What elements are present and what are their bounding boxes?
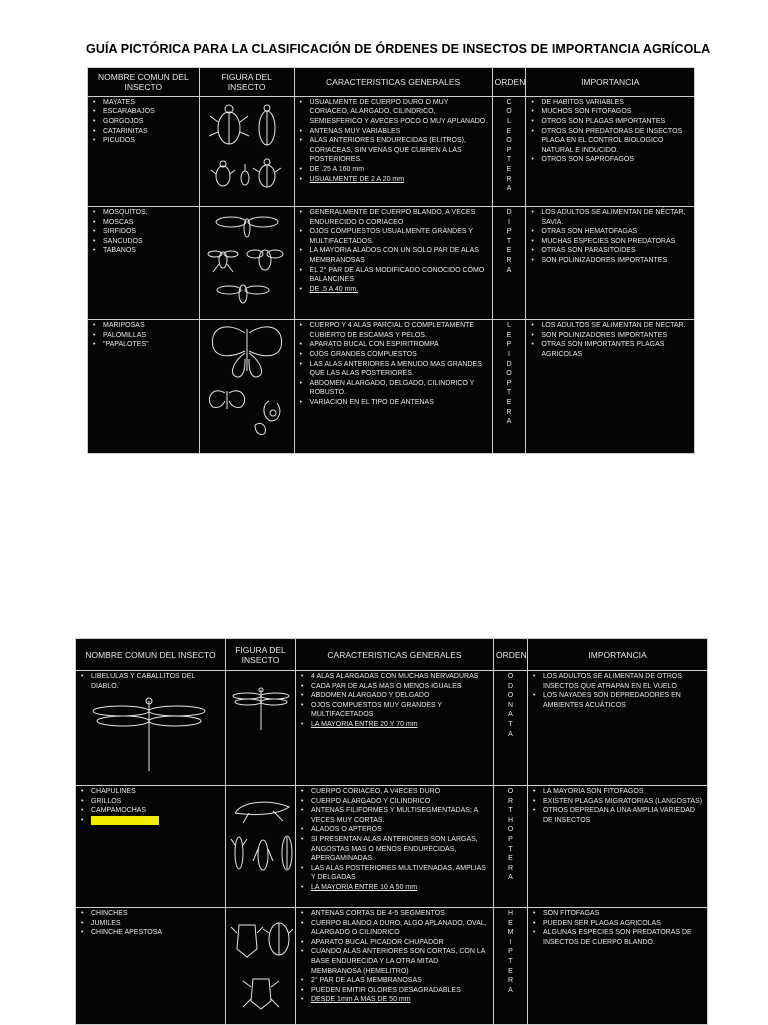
orden-cell: O R T H O P T E R A — [494, 786, 528, 908]
header-caracteristicas: CARACTERISTICAS GENERALES — [296, 639, 494, 671]
caracteristicas-cell: • USUALMENTE DE CUERPO DURO O MUY CORIACEO, ALARGADO, CILINDRICO, SEMIESFERICO Y AVECES POCO O MUY APLANADO. • ANTENAS MUY VARIABLES • ALAS ANTERIORES ENDURECIDAS (ELITROS), CORIACEAS, SIN VENAS QUE CUBREN A LAS POSTERIORES. • DE .25 A 160 mm • USUALMENTE DE 2 A 20 mm — [294, 96, 492, 206]
header-nombre: NOMBRE COMUN DEL INSECTO — [76, 639, 226, 671]
dragonfly-large-illustration — [79, 693, 219, 773]
header-importancia: IMPORTANCIA — [528, 639, 708, 671]
orden-cell: O D O N A T A — [494, 671, 528, 786]
nombre-cell: • LIBELULAS Y CABALLITOS DEL DIABLO. — [76, 671, 226, 786]
orden-cell: C O L E O P T E R A — [492, 96, 526, 206]
header-figura: FIGURA DEL INSECTO — [226, 639, 296, 671]
nombre-cell: • MOSQUITOS, • MOSCAS • SIRFIDOS • SANCUDOS • TABANOS — [88, 206, 200, 319]
importancia-cell: • LOS ADULTOS SE ALIMENTAN DE NÉCTAR, SAVIA. • OTRAS SON HEMATOFAGAS • MUCHAS ESPECIES SON PREDATORAS • OTRAS SON PARASITOIDES • SON POLINIZADORES IMPORTANTES — [526, 206, 695, 319]
table-row — [88, 96, 695, 206]
caracteristicas-cell: • CUERPO Y 4 ALAS PARCIAL O COMPLETAMENTE CUBIERTO DE ESCAMAS Y PELOS. • APARATO BUCAL CON ESPIRITROMPA • OJOS GRANDES COMPUESTOS • LAS ALAS ANTERIORES A MENUDO MAS GRANDES QUE LAS ALAS POSTERIORES. • ABDOMEN ALARGADO, DELGADO, CILINDRICO Y ROBUSTO. • VARIACION EN EL TIPO DE ANTENAS — [294, 320, 492, 454]
orden-cell: D I P T E R A — [492, 206, 526, 319]
flies-illustration — [199, 206, 294, 319]
bugs-illustration — [226, 908, 296, 1025]
nombre-cell: • MAYATES • ESCARABAJOS • GORGOJOS • CATARINITAS • PICUDOS — [88, 96, 200, 206]
importancia-cell: • SON FITOFAGAS • PUEDEN SER PLAGAS AGRICOLAS • ALGUNAS ESPECIES SON PREDATORAS DE INSECTOS DE CUERPO BLANDO. — [528, 908, 708, 1025]
importancia-cell: • LOS ADULTOS SE ALIMENTAN DE NECTAR. • SON POLINIZADORES IMPORTANTES • OTRAS SON IMPORTANTES PLAGAS AGRICOLAS — [526, 320, 695, 454]
caracteristicas-cell: • ANTENAS CORTAS DE 4-5 SEGMENTOS • CUERPO BLANDO A DURO, ALGO APLANADO, OVAL, ALARGADO O CILINDRICO • APARATO BUCAL PICADOR CHUPADOR • CUANDO ALAS ANTERIORES SON CORTAS, CON LA BASE ENDURECIDA Y LA OTRA MITAD MEMBRANOSA (HEMELITRO) • 2° PAR DE ALAS MEMBRANOSAS • PUEDEN EMITIR OLORES DESAGRADABLES • DESDE 1mm A MAS DE 50 mm — [296, 908, 494, 1025]
nombre-cell: • CHAPULINES • GRILLOS • CAMPAMOCHAS • — [76, 786, 226, 908]
header-importancia: IMPORTANCIA — [526, 68, 695, 97]
header-orden: ORDEN — [494, 639, 528, 671]
grasshoppers-illustration — [226, 786, 296, 908]
butterflies-illustration — [199, 320, 294, 454]
caracteristicas-cell: • 4 ALAS ALARGADAS CON MUCHAS NERVADURAS • CADA PAR DE ALAS MAS O MENOS IGUALES • ABDOMEN ALARGADO Y DELGADO • OJOS COMPUESTOS MUY GRANDES Y MULTIFACETADOS • LA MAYORIA ENTRE 20 Y 70 mm — [296, 671, 494, 786]
header-caracteristicas: CARACTERISTICAS GENERALES — [294, 68, 492, 97]
importancia-cell: • LOS ADULTOS SE ALIMENTAN DE OTROS INSECTOS QUE ATRAPAN EN EL VUELO • LOS NAYADES SON DEPREDADORES EN AMBIENTES ACUÁTICOS — [528, 671, 708, 786]
insect-table-1 — [87, 67, 695, 454]
orden-cell: L E P I D O P T E R A — [492, 320, 526, 454]
caracteristicas-cell: • CUERPO CORIACEO, A V4ECES DURO • CUERPO ALARGADO Y CILINDRICO • ANTENAS FILIFORMES Y MULTISEGMENTADAS; A VECES MUY CORTAS. • ALADOS O APTEROS • SI PRESENTAN ALAS ANTERIORES SON LARGAS, ANGOSTAS MAS O MENOS ENDURECIDAS, APERGAMINADAS. • LAS ALAS POSTERIORES MULTIVENADAS, AMPLIAS Y DELGADAS • LA MAYORIA ENTRE 10 A 50 mm — [296, 786, 494, 908]
table-row — [88, 206, 695, 319]
insect-table-2 — [75, 638, 707, 1024]
dragonfly-illustration — [226, 671, 296, 786]
beetles-illustration — [199, 96, 294, 206]
header-figura: FIGURA DEL INSECTO — [199, 68, 294, 97]
orden-cell: H E M I P T E R A — [494, 908, 528, 1025]
header-nombre: NOMBRE COMUN DEL INSECTO — [88, 68, 200, 97]
nombre-cell: • MARIPOSAS • PALOMILLAS • "PAPALOTES" — [88, 320, 200, 454]
table-row — [88, 320, 695, 454]
nombre-cell: • CHINCHES • JUMILES • CHINCHE APESTOSA — [76, 908, 226, 1025]
table-row — [76, 786, 708, 908]
importancia-cell: • DE HABITOS VARIABLES • MUCHOS SON FITOFAGOS • OTROS SON PLAGAS IMPORTANTES • OTROS SON PREDATORAS DE INSECTOS PLAGA EN EL CONTROL BIOLOGICO NATURAL E INDUCIDO. • OTROS SON SAPROFAGOS — [526, 96, 695, 206]
table-row — [76, 908, 708, 1025]
header-orden: ORDEN — [492, 68, 526, 97]
importancia-cell: • LA MAYORIA SON FITOFAGOS • EXISTEN PLAGAS MIGRATORIAS (LANGOSTAS) • OTROS DEPREDAN A UNA AMPLIA VARIEDAD DE INSECTOS — [528, 786, 708, 908]
yellow-highlight-mark — [91, 816, 159, 825]
page-title: GUÍA PICTÓRICA PARA LA CLASIFICACIÓN DE ÓRDENES DE INSECTOS DE IMPORTANCIA AGRÍCOLA — [86, 42, 711, 56]
table-row — [76, 671, 708, 786]
caracteristicas-cell: • GENERALMENTE DE CUERPO BLANDO, A VECES ENDURECIDO O CORIACEO • OJOS COMPUESTOS USUALMENTE GRANDES Y MULTIFACETADOS. • LA MAYORIA ALADOS CON UN SOLO PAR DE ALAS MEMBRANOSAS • EL 2° PAR DE ALAS MODIFICADO CONOCIDO COMO BALANCINES • DE .5 A 40 mm. — [294, 206, 492, 319]
